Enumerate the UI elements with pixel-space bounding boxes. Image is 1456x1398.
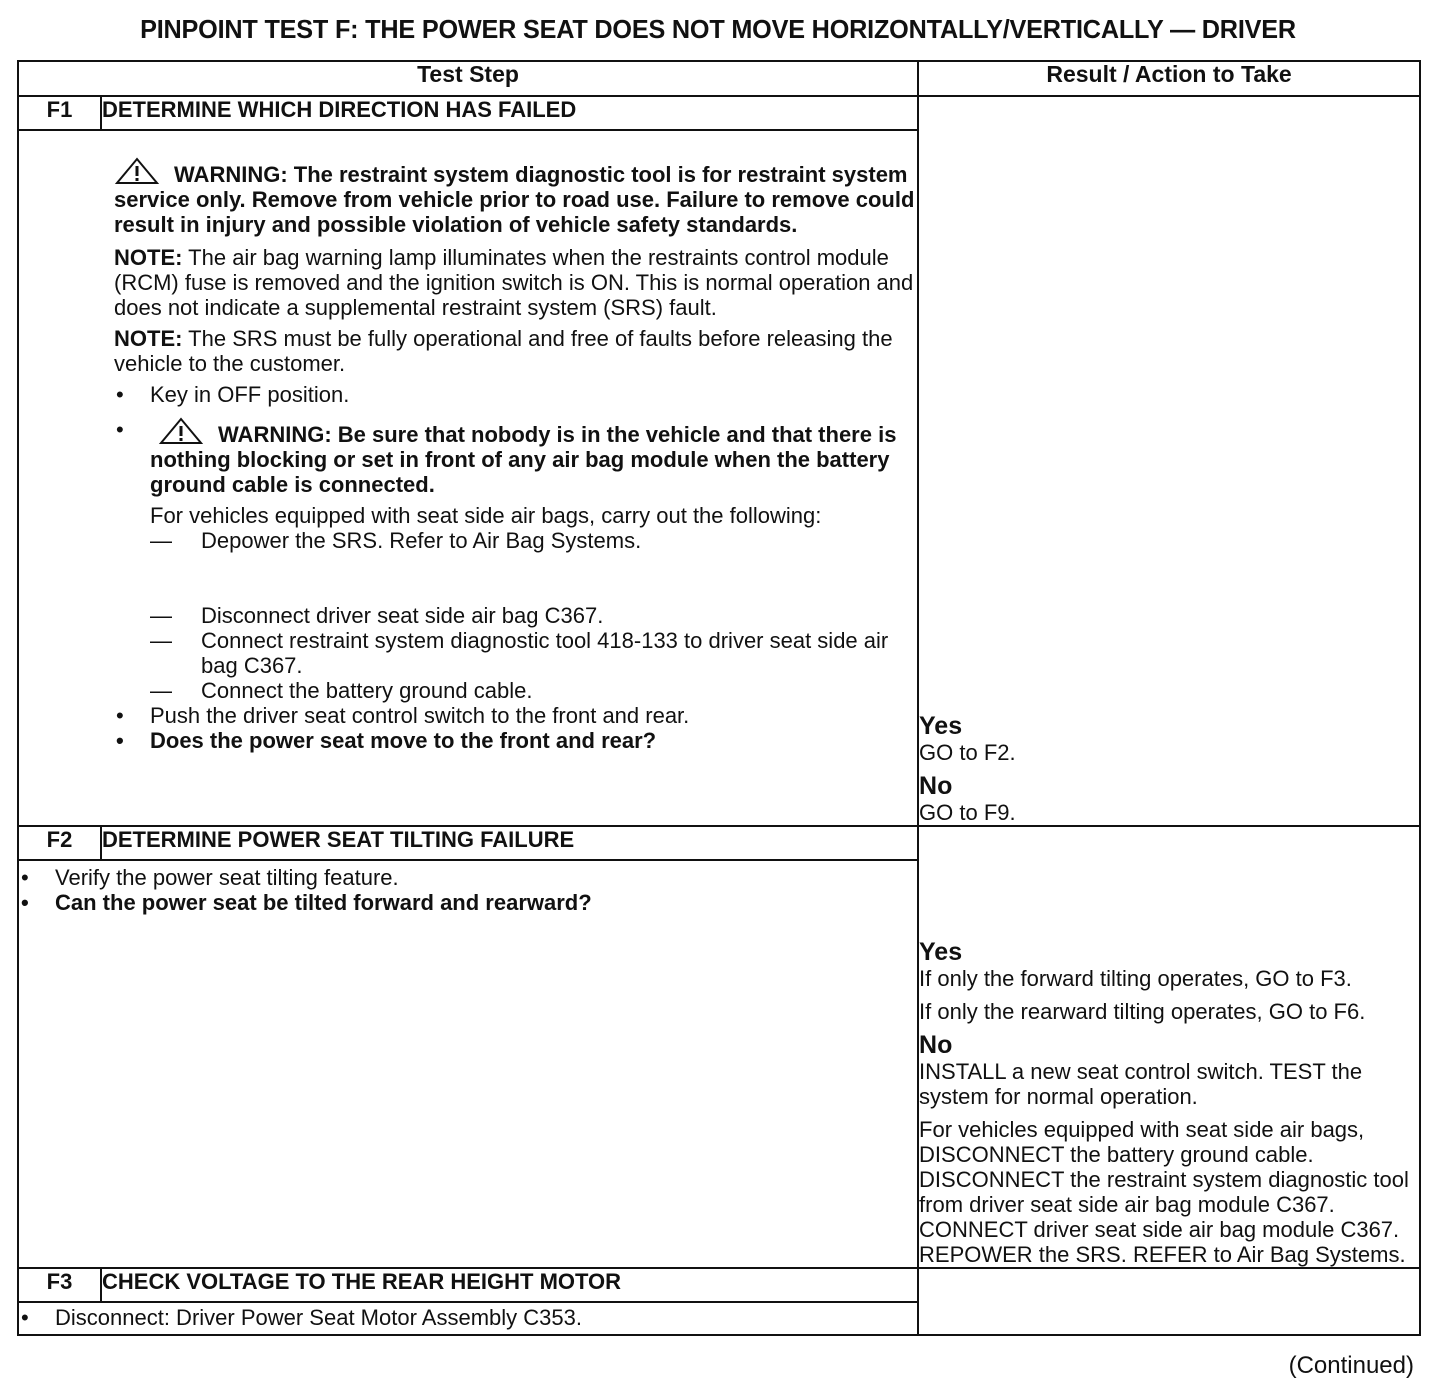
- result-f1-no-label: No: [919, 772, 953, 800]
- list-item: [114, 417, 917, 528]
- dash-text-2: Disconnect driver seat side air bag C367.: [201, 603, 604, 628]
- dash-text-4: Connect the battery ground cable.: [201, 678, 533, 703]
- note-2-label: NOTE:: [114, 326, 183, 351]
- result-f2-yes-action-2: If only the rearward tilting operates, GO to F6.: [919, 999, 1366, 1024]
- note-1-label: NOTE:: [114, 245, 183, 270]
- step-id-f2: F2: [18, 826, 101, 860]
- step-id-f3: F3: [18, 1268, 101, 1302]
- page-title: PINPOINT TEST F: THE POWER SEAT DOES NOT MOVE HORIZONTALLY/VERTICALLY — DRIVER: [140, 14, 1296, 44]
- list-item: [114, 728, 917, 753]
- bullet-icon: •: [21, 1305, 29, 1330]
- bullet-icon: •: [21, 865, 29, 890]
- continued-label: (Continued): [1288, 1352, 1414, 1379]
- bullet-icon: •: [116, 417, 124, 442]
- dash-icon: —: [150, 603, 172, 628]
- result-f1: [918, 96, 1420, 826]
- note-2: [114, 326, 917, 376]
- list-item: [114, 382, 917, 407]
- list-item: [150, 528, 917, 553]
- warning-block-2: [150, 417, 917, 497]
- list-item: [19, 865, 917, 890]
- warning-triangle-icon: [114, 157, 160, 185]
- step-heading-f1: DETERMINE WHICH DIRECTION HAS FAILED: [101, 96, 918, 130]
- dash-icon: —: [150, 628, 172, 653]
- bullet-icon: •: [116, 728, 124, 753]
- list-item: [19, 890, 917, 915]
- list-item: [150, 603, 917, 628]
- bullet-key-text: Key in OFF position.: [150, 382, 350, 407]
- step-f1-body: [18, 130, 918, 826]
- bullet-question-f2: Can the power seat be tilted forward and rearward?: [55, 890, 592, 915]
- bullet-icon: •: [116, 382, 124, 407]
- result-f1-yes-label: Yes: [919, 712, 963, 740]
- list-item: [114, 703, 917, 728]
- step-f2-heading-row: [18, 826, 1420, 860]
- step-heading-f2: DETERMINE POWER SEAT TILTING FAILURE: [101, 826, 918, 860]
- bullet-question-f1: Does the power seat move to the front and rear?: [150, 728, 657, 753]
- step-f3-body: [18, 1302, 918, 1335]
- step-f3-heading-row: [18, 1268, 1420, 1302]
- result-f2-no-action-1: INSTALL a new seat control switch. TEST the system for normal operation.: [919, 1059, 1363, 1109]
- dash-text-3: Connect restraint system diagnostic tool 418-133 to driver seat side air bag C367.: [201, 628, 889, 678]
- step-heading-f3: CHECK VOLTAGE TO THE REAR HEIGHT MOTOR: [101, 1268, 918, 1302]
- list-item: [150, 678, 917, 703]
- pinpoint-test-table: [17, 60, 1421, 1336]
- note-2-text: The SRS must be fully operational and free of faults before releasing the vehicle to the customer.: [114, 326, 893, 376]
- result-f2-no-label: No: [919, 1031, 953, 1059]
- list-item: [150, 628, 917, 678]
- result-f1-yes-action: GO to F2.: [919, 740, 1016, 765]
- step-id-f1: F1: [18, 96, 101, 130]
- note-1: [114, 245, 917, 320]
- note-1-text: The air bag warning lamp illuminates when the restraints control module (RCM) fuse is removed and the ignition switch is ON. This is normal operation and does not indicate a supplemental restraint system (SRS) fault.: [114, 245, 914, 320]
- dash-text-1: Depower the SRS. Refer to Air Bag Systems.: [201, 528, 642, 553]
- bullet-verify-text: Verify the power seat tilting feature.: [55, 865, 399, 890]
- header-test-step: Test Step: [18, 61, 918, 96]
- result-f2-no-action-2: For vehicles equipped with seat side air bags, DISCONNECT the battery ground cable. DISCONNECT the restraint system diagnostic tool from driver seat side air bag module C367. CONNECT driver seat side air bag module C367. REPOWER the SRS. REFER to Air Bag Systems.: [919, 1117, 1409, 1267]
- result-f2: [918, 826, 1420, 1268]
- warning-text-1: WARNING: The restraint system diagnostic tool is for restraint system service only. Remove from vehicle prior to road use. Failure to remove could result in injury and possible violation of vehicle safety standards.: [114, 162, 915, 237]
- warning-triangle-icon: [158, 417, 204, 445]
- header-result: Result / Action to Take: [918, 61, 1420, 96]
- result-f1-no-action: GO to F9.: [919, 800, 1016, 825]
- bullet-icon: •: [21, 890, 29, 915]
- list-item: [19, 1305, 917, 1330]
- header-row: [18, 61, 1420, 96]
- warning-block-1: [114, 157, 917, 237]
- step-f1-heading-row: [18, 96, 1420, 130]
- result-f2-yes-label: Yes: [919, 938, 963, 966]
- seat-side-intro: For vehicles equipped with seat side air bags, carry out the following:: [150, 503, 822, 528]
- result-f2-yes-action-1: If only the forward tilting operates, GO to F3.: [919, 966, 1352, 991]
- bullet-disconnect-text: Disconnect: Driver Power Seat Motor Assembly C353.: [55, 1305, 582, 1330]
- dash-icon: —: [150, 528, 172, 553]
- dash-icon: —: [150, 678, 172, 703]
- warning-text-2: WARNING: Be sure that nobody is in the vehicle and that there is nothing blocking or set in front of any air bag module when the battery ground cable is connected.: [150, 422, 897, 497]
- step-f2-body: [18, 860, 918, 1268]
- bullet-push-text: Push the driver seat control switch to the front and rear.: [150, 703, 690, 728]
- bullet-icon: •: [116, 703, 124, 728]
- result-f3: [918, 1268, 1420, 1335]
